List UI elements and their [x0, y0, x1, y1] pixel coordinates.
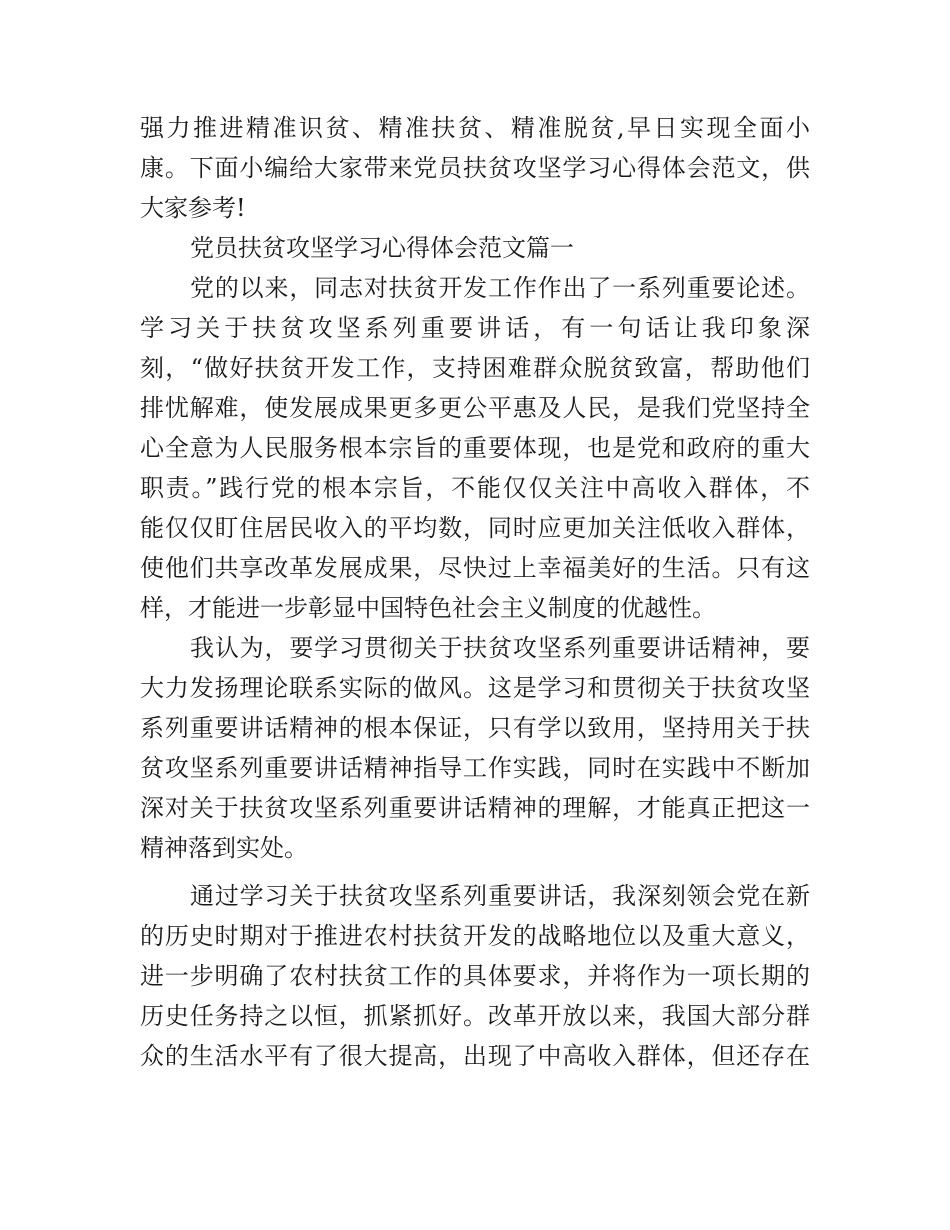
text-line: 我认为，要学习贯彻关于扶贫攻坚系列重要讲话精神，要 [190, 634, 810, 662]
paragraph-1 [140, 268, 810, 628]
text-line: 学习关于扶贫攻坚系列重要讲话，有一句话让我印象深 [140, 314, 810, 342]
paragraph-spacer [140, 868, 810, 876]
text-line: 刻，“做好扶贫开发工作，支持困难群众脱贫致富，帮助他们 [140, 354, 810, 382]
text-line: 使他们共享改革发展成果，尽快过上幸福美好的生活。只有这 [140, 554, 810, 582]
text-line: 能仅仅盯住居民收入的平均数，同时应更加关注低收入群体， [140, 514, 810, 542]
text-line: 强力推进精准识贫、精准扶贫、精准脱贫,早日实现全面小 [140, 114, 810, 142]
section-heading [140, 228, 810, 268]
text-line: 大力发扬理论联系实际的做风。这是学习和贯彻关于扶贫攻坚 [140, 674, 810, 702]
text-line: 历史任务持之以恒，抓紧抓好。改革开放以来，我国大部分群 [140, 1002, 810, 1030]
text-line: 系列重要讲话精神的根本保证，只有学以致用，坚持用关于扶 [140, 714, 810, 742]
paragraph-2 [140, 628, 810, 868]
text-line: 排忧解难，使发展成果更多更公平惠及人民，是我们党坚持全 [140, 394, 810, 422]
document-body [140, 108, 810, 1076]
text-line: 大家参考! [140, 194, 246, 222]
text-line: 进一步明确了农村扶贫工作的具体要求，并将作为一项长期的 [140, 962, 810, 990]
heading-text: 党员扶贫攻坚学习心得体会范文篇一 [190, 234, 574, 262]
text-line: 心全意为人民服务根本宗旨的重要体现，也是党和政府的重大 [140, 434, 810, 462]
text-line: 精神落到实处。 [140, 834, 308, 862]
text-line: 的历史时期对于推进农村扶贫开发的战略地位以及重大意义， [140, 922, 810, 950]
text-line: 贫攻坚系列重要讲话精神指导工作实践，同时在实践中不断加 [140, 754, 810, 782]
text-line: 职责。”践行党的根本宗旨，不能仅仅关注中高收入群体，不 [140, 474, 810, 502]
text-line: 众的生活水平有了很大提高，出现了中高收入群体，但还存在 [140, 1042, 810, 1070]
text-line: 党的以来，同志对扶贫开发工作作出了一系列重要论述。 [190, 274, 810, 302]
text-line: 康。下面小编给大家带来党员扶贫攻坚学习心得体会范文，供 [140, 154, 810, 182]
text-line: 深对关于扶贫攻坚系列重要讲话精神的理解，才能真正把这一 [140, 794, 810, 822]
text-line: 样，才能进一步彰显中国特色社会主义制度的优越性。 [140, 594, 716, 622]
paragraph-3 [140, 876, 810, 1076]
text-line: 通过学习关于扶贫攻坚系列重要讲话，我深刻领会党在新 [190, 882, 810, 910]
intro-paragraph [140, 108, 810, 228]
